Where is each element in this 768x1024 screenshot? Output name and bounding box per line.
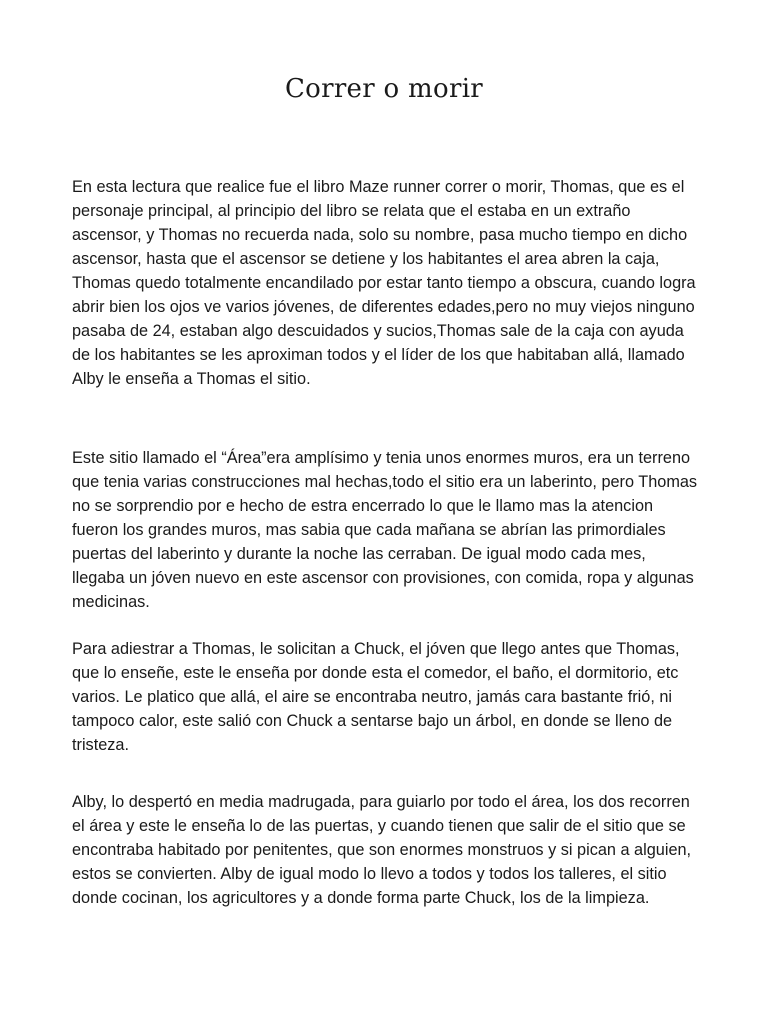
document-title: Correr o morir	[284, 74, 484, 104]
paragraph-2: Este sitio llamado el “Área”era amplísimo y tenia unos enormes muros, era un terreno que tenia varias construcciones mal hechas,todo el sitio era un laberinto, pero Thomas no se sorprendio por e hecho de estra encerrado lo que le llamo mas la atencion fueron los grandes muros, mas sabia que cada mañana se abrían las primordiales puertas del laberinto y durante la noche las cerraban. De igual modo cada mes, llegaba un jóven nuevo en este ascensor con provisiones, con comida, ropa y algunas medicinas.	[72, 449, 698, 611]
paragraph-3: Para adiestrar a Thomas, le solicitan a Chuck, el jóven que llego antes que Thomas, que lo enseñe, este le enseña por donde esta el comedor, el baño, el dormitorio, etc varios. Le platico que allá, el aire se encontraba neutro, jamás cara bastante frió, ni tampoco calor, este salió con Chuck a sentarse bajo un árbol, en donde se lleno de tristeza.	[72, 640, 680, 754]
paragraph-4: Alby, lo despertó en media madrugada, para guiarlo por todo el área, los dos recorren el área y este le enseña lo de las puertas, y cuando tienen que salir de el sitio que se encontraba habitado por penitentes, que son enormes monstruos y si pican a alguien, estos se convierten. Alby de igual modo lo llevo a todos y todos los talleres, el sitio donde cocinan, los agricultores y a donde forma parte Chuck, los de la limpieza.	[72, 793, 692, 907]
paragraph-1: En esta lectura que realice fue el libro Maze runner correr o morir, Thomas, que es el personaje principal, al principio del libro se relata que el estaba en un extraño ascensor, y Thomas no recuerda nada, solo su nombre, pasa mucho tiempo en dicho ascensor, hasta que el ascensor se detiene y los habitantes el area abren la caja, Thomas quedo totalmente encandilado por estar tanto tiempo a obscura, cuando logra abrir bien los ojos ve varios jóvenes, de diferentes edades,pero no muy viejos ninguno pasaba de 24, estaban algo descuidados y sucios,Thomas sale de la caja con ayuda de los habitantes se les aproximan todos y el líder de los que habitaban allá, llamado Alby le enseña a Thomas el sitio.	[72, 178, 696, 388]
